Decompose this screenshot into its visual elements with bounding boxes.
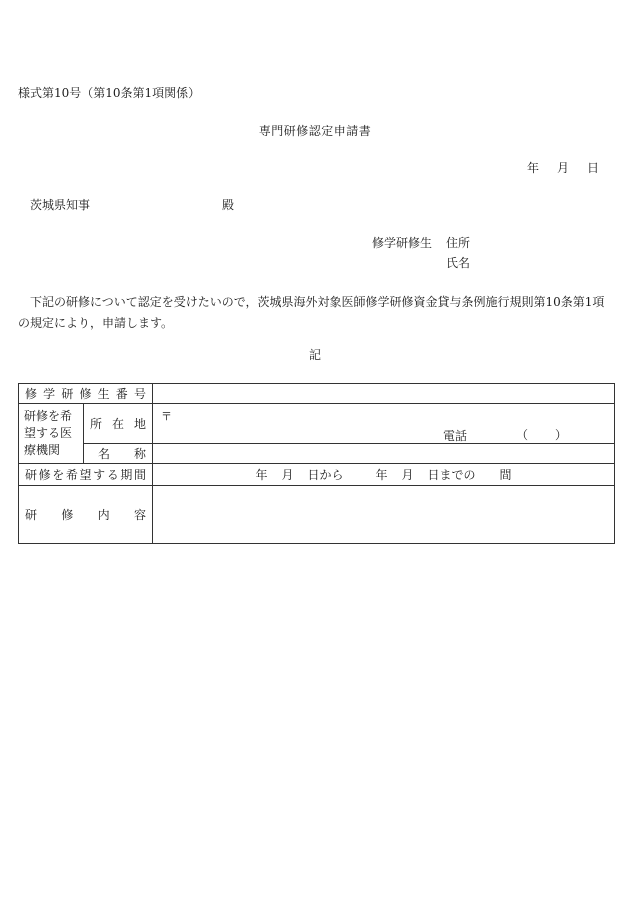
period-end-day: 日までの [427,468,476,482]
period-end-month: 月 [401,468,414,482]
period-label: 研 修 を 希 望 す る 期 間 [19,464,153,486]
addressee [30,199,234,211]
body-paragraph: 下記の研修について認定を受けたいので，茨城県海外対象医師修学研修資金貸与条例施行規則第10条第1項の規定により，申請します。 [18,295,605,330]
period-start-month: 月 [281,468,294,482]
student-number-row [19,384,615,404]
month-label: 月 [557,161,570,175]
document-title: 専門研修認定申請書 [258,124,372,138]
content-label: 研 修 内 容 [19,486,153,544]
content-row [19,486,615,544]
institution-name-label: 名 称 [84,444,153,464]
addressee-name: 茨城県知事 [30,198,91,212]
form-number-label: 様式第10号（第10条第1項関係） [18,86,201,100]
phone-paren-close: ） [555,428,568,442]
content-field[interactable] [153,486,615,544]
period-start-year: 年 [255,468,268,482]
period-row [19,464,615,486]
period-start-day: 日から [307,468,344,482]
name-row [19,444,615,464]
student-number-field[interactable] [153,384,615,404]
date-line [513,162,599,174]
institution-name-field[interactable] [153,444,615,464]
phone-label: 電話 [443,429,468,443]
location-row [19,404,615,444]
student-number-label: 修 学 研 修 生 番 号 [19,384,153,404]
year-label: 年 [527,161,540,175]
ki-heading: 記 [308,348,321,362]
institution-label: 研修を希望する医療機関 [19,404,84,464]
day-label: 日 [587,161,600,175]
period-field[interactable] [153,464,615,486]
addressee-honorific: 殿 [222,198,235,212]
period-duration: 間 [499,468,512,482]
location-label: 所 在 地 [84,404,153,444]
location-field[interactable] [153,404,615,444]
postal-mark: 〒 [161,410,173,423]
applicant-name-label: 氏名 [446,256,471,270]
period-end-year: 年 [375,468,388,482]
phone-paren-open: （ [516,428,529,442]
application-table [18,383,615,544]
applicant-role: 修学研修生 [372,236,433,250]
applicant-address-label: 住所 [446,236,471,250]
